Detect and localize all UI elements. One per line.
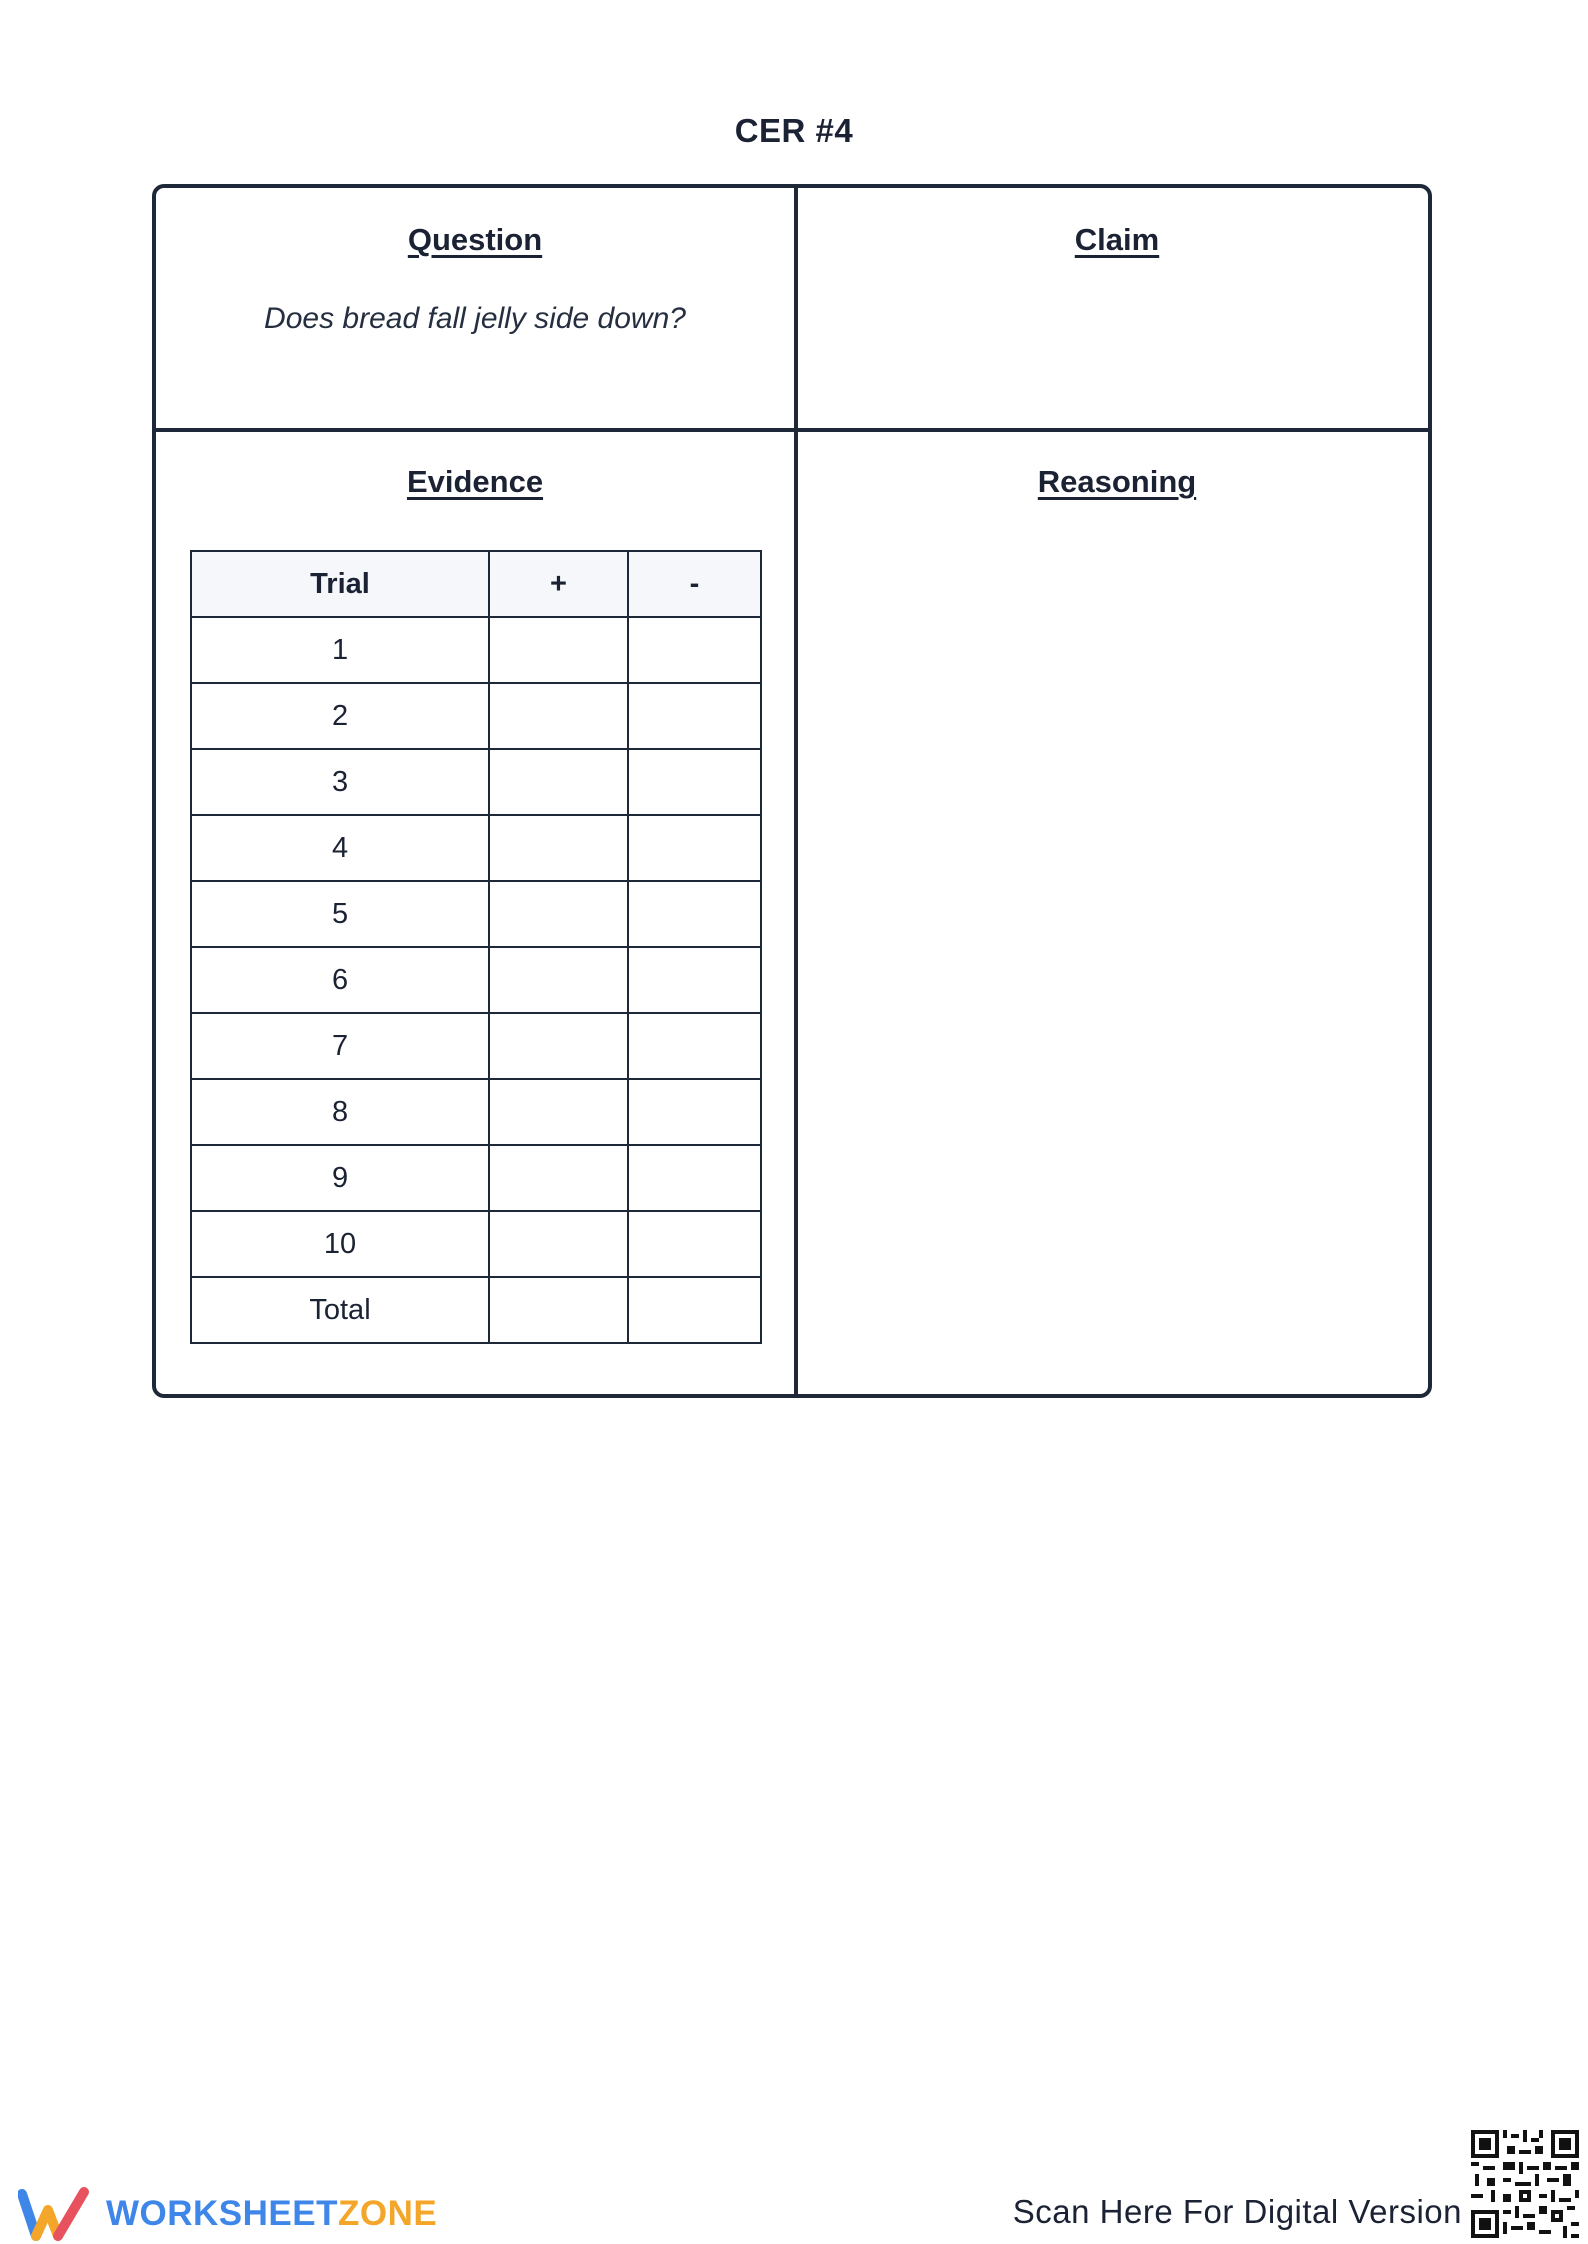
vertical-divider	[794, 188, 798, 1394]
trial-label: 5	[191, 881, 489, 947]
minus-total-cell[interactable]	[628, 1277, 761, 1343]
minus-cell[interactable]	[628, 1013, 761, 1079]
trial-table	[190, 550, 762, 1344]
page-title: CER #4	[734, 112, 854, 149]
table-row	[191, 947, 761, 1013]
table-row	[191, 749, 761, 815]
table-row	[191, 617, 761, 683]
cer-grid	[152, 184, 1432, 1398]
plus-cell[interactable]	[489, 683, 628, 749]
trial-label: 3	[191, 749, 489, 815]
table-row	[191, 881, 761, 947]
header-minus: -	[628, 551, 761, 617]
question-heading: Question	[407, 222, 543, 257]
brand-name-part1: WORKSHEET	[106, 2194, 338, 2233]
trial-label: 2	[191, 683, 489, 749]
trial-label: 1	[191, 617, 489, 683]
plus-cell[interactable]	[489, 749, 628, 815]
minus-cell[interactable]	[628, 683, 761, 749]
brand-name	[106, 2194, 437, 2234]
question-text: Does bread fall jelly side down?	[264, 302, 686, 335]
plus-total-cell[interactable]	[489, 1277, 628, 1343]
minus-cell[interactable]	[628, 617, 761, 683]
plus-cell[interactable]	[489, 1079, 628, 1145]
scan-instruction: Scan Here For Digital Version	[1012, 2193, 1462, 2230]
minus-cell[interactable]	[628, 1211, 761, 1277]
brand-logo	[18, 2186, 437, 2242]
minus-cell[interactable]	[628, 815, 761, 881]
table-row-total	[191, 1277, 761, 1343]
table-row	[191, 1211, 761, 1277]
qr-code-icon[interactable]	[1471, 2130, 1579, 2238]
total-label: Total	[191, 1277, 489, 1343]
table-row	[191, 815, 761, 881]
header-plus: +	[489, 551, 628, 617]
worksheetzone-logo-icon	[18, 2186, 92, 2242]
horizontal-divider	[156, 428, 1428, 432]
minus-cell[interactable]	[628, 749, 761, 815]
trial-label: 7	[191, 1013, 489, 1079]
evidence-heading: Evidence	[406, 464, 544, 499]
plus-cell[interactable]	[489, 1013, 628, 1079]
plus-cell[interactable]	[489, 815, 628, 881]
table-row	[191, 683, 761, 749]
plus-cell[interactable]	[489, 881, 628, 947]
trial-label: 6	[191, 947, 489, 1013]
plus-cell[interactable]	[489, 1211, 628, 1277]
reasoning-heading: Reasoning	[1037, 464, 1197, 499]
header-trial: Trial	[191, 551, 489, 617]
trial-label: 9	[191, 1145, 489, 1211]
plus-cell[interactable]	[489, 1145, 628, 1211]
trial-label: 8	[191, 1079, 489, 1145]
minus-cell[interactable]	[628, 947, 761, 1013]
claim-heading: Claim	[1074, 222, 1160, 257]
minus-cell[interactable]	[628, 1145, 761, 1211]
trial-label: 10	[191, 1211, 489, 1277]
trial-label: 4	[191, 815, 489, 881]
table-row	[191, 1079, 761, 1145]
table-row	[191, 1013, 761, 1079]
table-row	[191, 1145, 761, 1211]
brand-name-part2: ZONE	[338, 2194, 438, 2233]
plus-cell[interactable]	[489, 617, 628, 683]
table-header-row	[191, 551, 761, 617]
plus-cell[interactable]	[489, 947, 628, 1013]
minus-cell[interactable]	[628, 881, 761, 947]
minus-cell[interactable]	[628, 1079, 761, 1145]
